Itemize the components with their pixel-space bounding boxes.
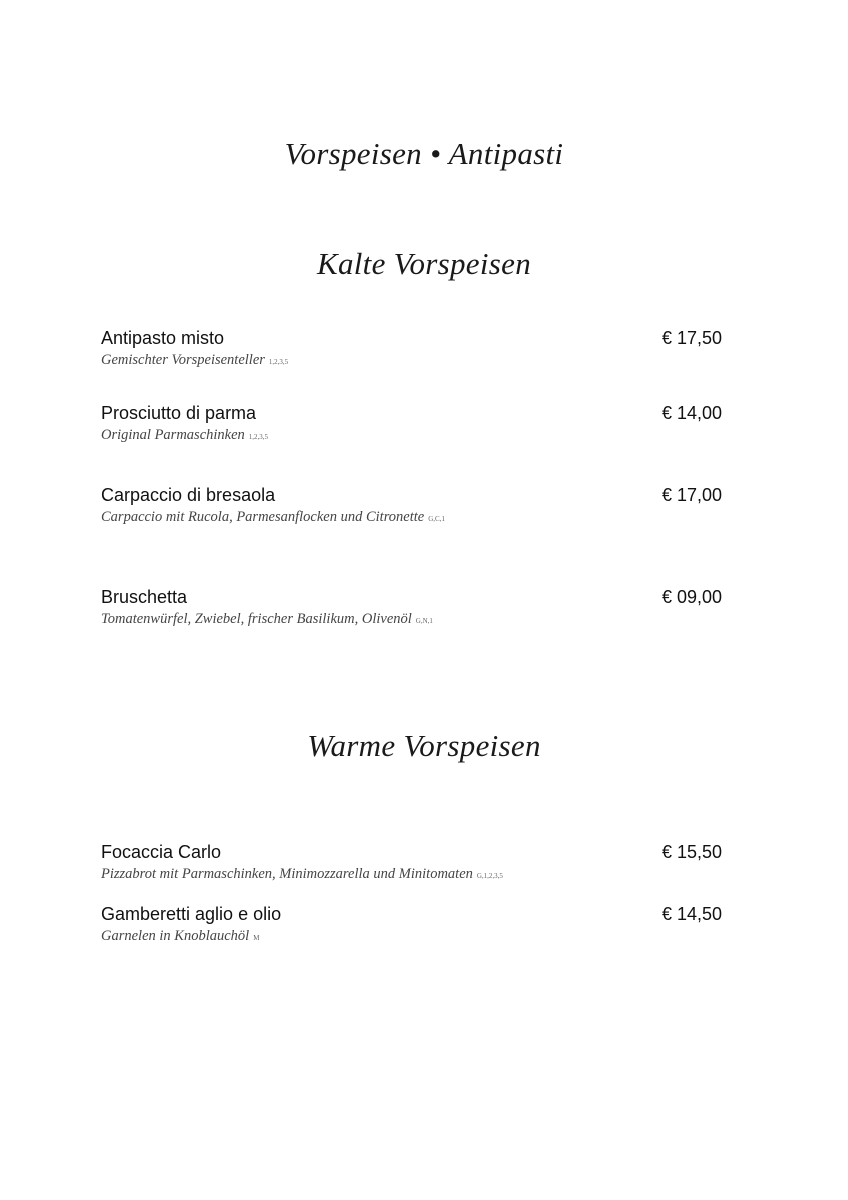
item-description [101, 866, 503, 883]
section-title-kalte-vorspeisen: Kalte Vorspeisen [316, 246, 532, 281]
page-title: Vorspeisen • Antipasti [284, 136, 564, 171]
item-allergens: 1,2,3,5 [248, 433, 269, 441]
item-name: Antipasto misto [101, 328, 225, 348]
item-description [101, 352, 288, 369]
item-price: € 15,50 [661, 842, 722, 862]
item-description-text: Garnelen in Knoblauchöl [101, 928, 250, 944]
item-allergens: G,N,1 [415, 617, 433, 625]
item-price: € 17,50 [661, 328, 722, 348]
menu-item-gamberetti-aglio-e-olio [101, 904, 722, 948]
item-price: € 14,50 [661, 904, 722, 924]
item-description [101, 509, 445, 526]
item-description [101, 928, 259, 945]
item-name: Gamberetti aglio e olio [101, 904, 282, 924]
item-name: Prosciutto di parma [101, 403, 257, 423]
item-name: Carpaccio di bresaola [101, 485, 276, 505]
menu-item-bruschetta [101, 587, 722, 631]
menu-item-carpaccio-di-bresaola [101, 485, 722, 529]
item-name: Focaccia Carlo [101, 842, 222, 862]
menu-item-antipasto-misto [101, 328, 722, 372]
item-description-text: Carpaccio mit Rucola, Parmesanflocken und Citronette [101, 509, 425, 525]
item-price: € 17,00 [661, 485, 722, 505]
item-description-text: Original Parmaschinken [101, 427, 245, 443]
item-description-text: Gemischter Vorspeisenteller [101, 352, 265, 368]
item-description [101, 427, 268, 444]
item-description [101, 611, 433, 628]
item-price: € 09,00 [661, 587, 722, 607]
item-allergens: 1,2,3,5 [268, 358, 289, 366]
section-title-warme-vorspeisen: Warme Vorspeisen [307, 728, 541, 763]
item-allergens: M [253, 934, 260, 942]
item-description-text: Tomatenwürfel, Zwiebel, frischer Basilikum, Olivenöl [101, 611, 412, 627]
menu-item-prosciutto-di-parma [101, 403, 722, 447]
item-allergens: G,C,1 [428, 515, 445, 523]
item-price: € 14,00 [661, 403, 722, 423]
menu-item-focaccia-carlo [101, 842, 722, 886]
item-description-text: Pizzabrot mit Parmaschinken, Minimozzarella und Minitomaten [101, 866, 473, 882]
item-allergens: G,1,2,3,5 [476, 872, 503, 880]
item-name: Bruschetta [101, 587, 188, 607]
